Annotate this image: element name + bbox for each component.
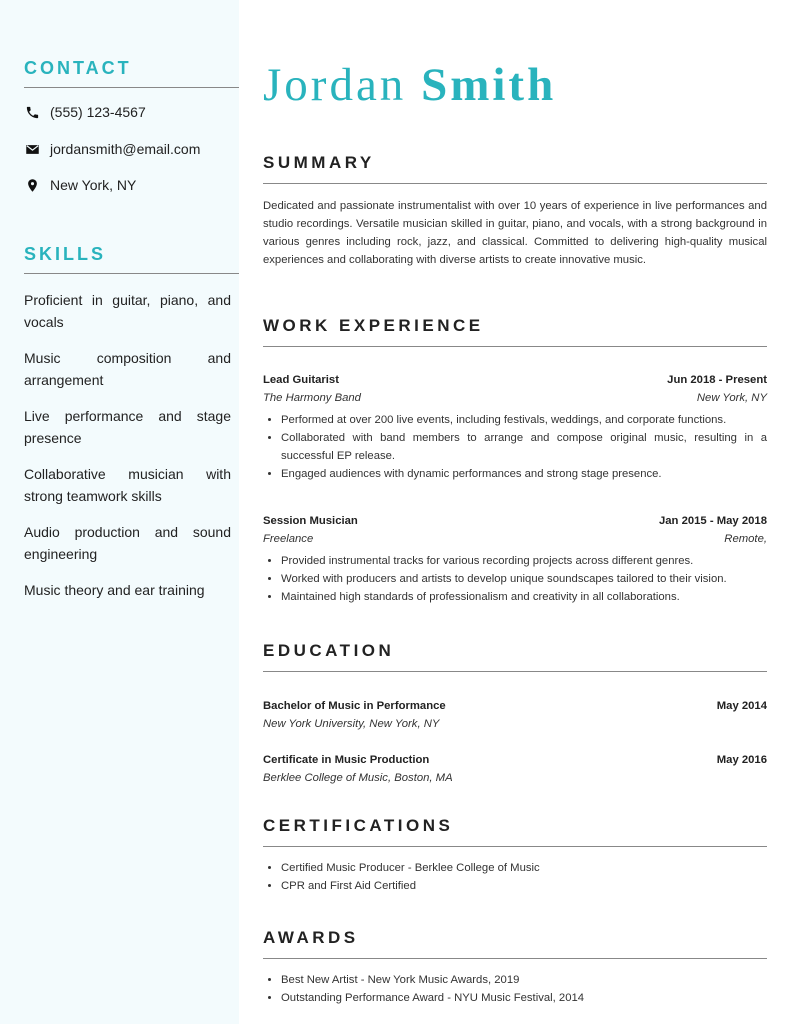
- education-entry: [263, 697, 767, 733]
- award-item: • Outstanding Performance Award - NYU Music Festival, 2014: [281, 989, 785, 1007]
- certification-item: • CPR and First Aid Certified: [281, 877, 785, 895]
- job-bullets: [263, 552, 767, 606]
- work-experience-heading: WORK EXPERIENCE: [263, 316, 767, 347]
- skill-item: Audio production and sound engineering: [24, 524, 231, 562]
- degree-title: Certificate in Music Production: [263, 754, 430, 766]
- job-bullet: • Collaborated with band members to arrange and compose original music, resulting in a successful EP release.: [281, 429, 767, 465]
- education-entry: [263, 751, 767, 787]
- award-item: • Best New Artist - New York Music Awards, 2019: [281, 971, 785, 989]
- email-icon: [24, 141, 40, 157]
- job-organization: Freelance: [263, 533, 314, 545]
- contact-phone: [24, 104, 146, 120]
- certifications-list: [263, 859, 785, 895]
- location-text: New York, NY: [50, 177, 137, 193]
- skill-item: Live performance and stage presence: [24, 408, 231, 446]
- job-bullets: [263, 411, 767, 483]
- first-name: Jordan: [263, 59, 407, 111]
- degree-date: May 2016: [716, 754, 767, 766]
- job-bullet: • Engaged audiences with dynamic performances and strong stage presence.: [281, 465, 767, 483]
- skills-list: [24, 289, 231, 615]
- job-entry: [263, 371, 767, 483]
- skills-heading: SKILLS: [24, 244, 239, 274]
- certifications-heading: CERTIFICATIONS: [263, 816, 767, 847]
- degree-date: May 2014: [716, 700, 767, 712]
- job-entry: [263, 512, 767, 606]
- skill-item: Collaborative musician with strong teamwork skills: [24, 466, 231, 504]
- skill-item: Music composition and arrangement: [24, 350, 231, 388]
- certification-item: • Certified Music Producer - Berklee College of Music: [281, 859, 785, 877]
- contact-heading: CONTACT: [24, 58, 239, 88]
- summary-heading: SUMMARY: [263, 153, 767, 184]
- job-bullet: • Worked with producers and artists to develop unique soundscapes tailored to their vision.: [281, 570, 767, 588]
- job-organization: The Harmony Band: [263, 392, 361, 404]
- contact-email: [24, 141, 200, 157]
- sidebar: [0, 0, 239, 1024]
- summary-text: Dedicated and passionate instrumentalist with over 10 years of experience in live performances and studio recordings. Versatile musician skilled in guitar, piano, and vocals, with a strong background in various genres including rock, jazz, and classical. Committed to delivering high-quality musical experiences and collaborating with diverse artists to create innovative music.: [263, 200, 767, 266]
- phone-icon: [24, 104, 40, 120]
- skill-item: Proficient in guitar, piano, and vocals: [24, 292, 231, 330]
- job-title: Lead Guitarist: [263, 374, 339, 386]
- awards-heading: AWARDS: [263, 928, 767, 959]
- school-name: New York University, New York, NY: [263, 718, 440, 730]
- job-bullet: • Performed at over 200 live events, including festivals, weddings, and corporate functions.: [281, 411, 767, 429]
- job-location: Remote,: [724, 533, 767, 545]
- awards-list: [263, 971, 785, 1007]
- location-pin-icon: [24, 177, 40, 193]
- school-name: Berklee College of Music, Boston, MA: [263, 772, 453, 784]
- job-dates: Jun 2018 - Present: [667, 374, 767, 386]
- job-title: Session Musician: [263, 515, 358, 527]
- phone-text: (555) 123-4567: [50, 104, 146, 120]
- email-text[interactable]: jordansmith@email.com: [50, 141, 201, 157]
- education-heading: EDUCATION: [263, 641, 767, 672]
- contact-location: [24, 177, 136, 193]
- candidate-name: [263, 58, 556, 112]
- job-bullet: • Maintained high standards of professionalism and creativity in all collaborations.: [281, 588, 767, 606]
- job-dates: Jan 2015 - May 2018: [658, 515, 767, 527]
- job-bullet: • Provided instrumental tracks for various recording projects across different genres.: [281, 552, 767, 570]
- degree-title: Bachelor of Music in Performance: [263, 700, 446, 712]
- job-location: New York, NY: [696, 392, 767, 404]
- last-name: Smith: [421, 59, 557, 111]
- skill-item: Music theory and ear training: [24, 582, 205, 598]
